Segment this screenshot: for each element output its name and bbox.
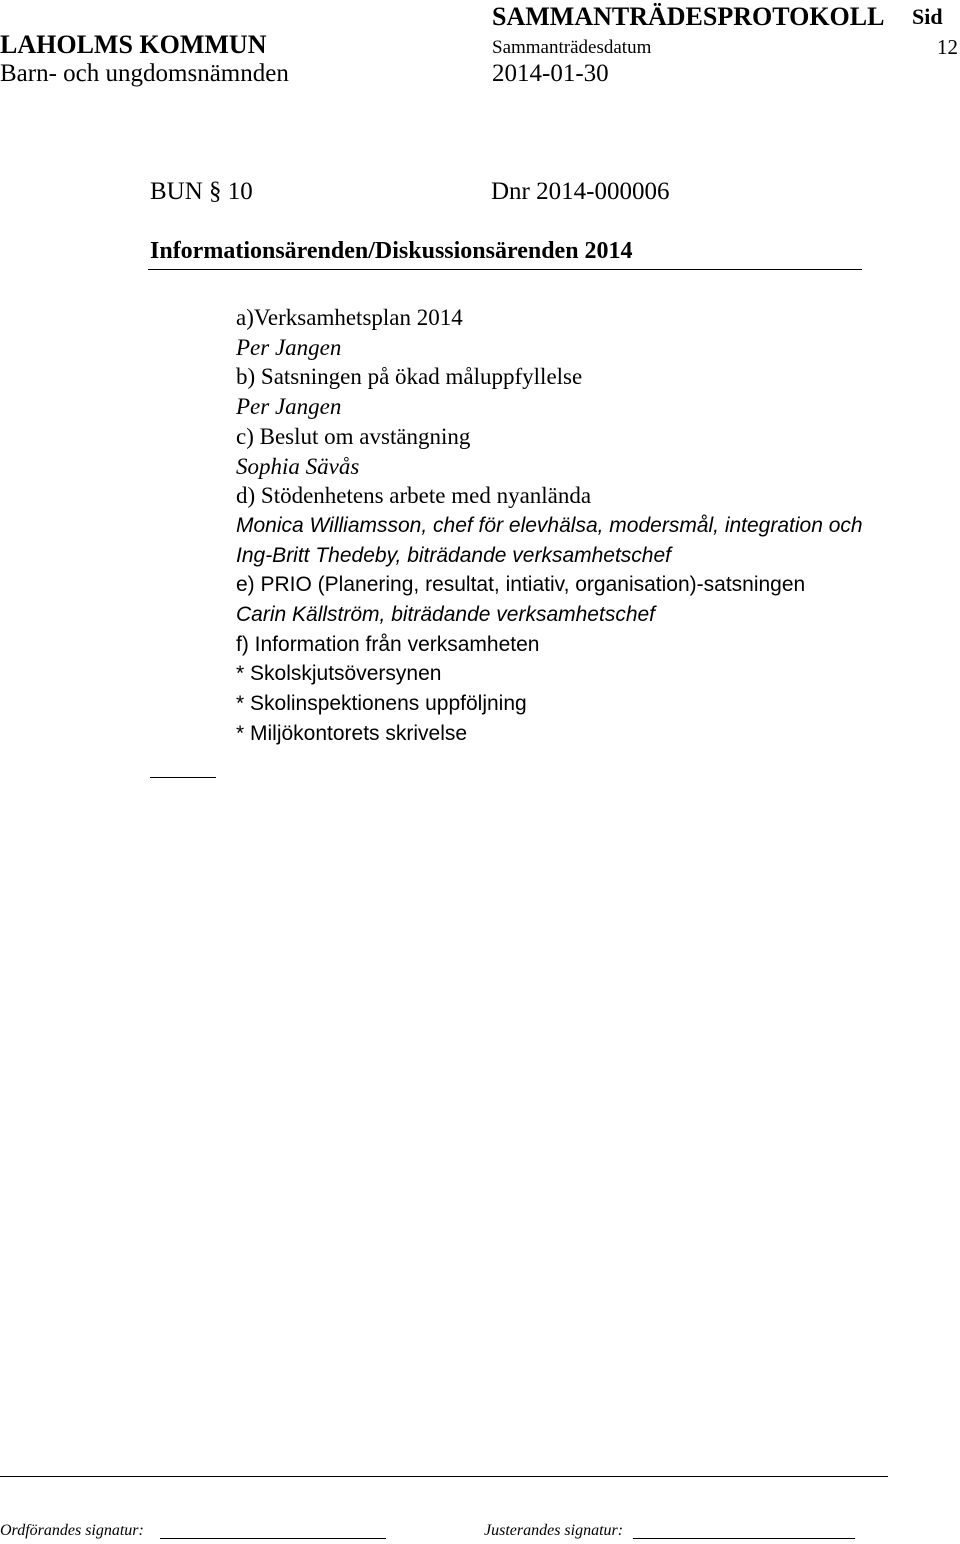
agenda-presenter: Carin Källström, biträdande verksamhetschef [236,603,656,627]
agenda-list [236,303,863,749]
agenda-item: d) Stödenhetens arbete med nyanlända [236,483,592,509]
agenda-presenter: Monica Williamsson, chef för elevhälsa, modersmål, integration och [236,513,863,537]
document-type-heading: SAMMANTRÄDESPROTOKOLL [492,2,885,31]
case-registration-number: Dnr 2014-000006 [491,178,670,205]
agenda-subitem: * Miljökontorets skrivelse [236,721,468,745]
end-of-section-rule [150,777,216,778]
committee-name: Barn- och ungdomsnämnden [0,60,289,87]
agenda-item: e) PRIO (Planering, resultat, intiativ, organisation)-satsningen [236,573,806,597]
municipality-name: LAHOLMS KOMMUN [0,30,267,59]
agenda-item: f) Information från verksamheten [236,632,540,656]
adjuster-signature-label: Justerandes signatur: [484,1522,624,1539]
page-label: Sid [912,4,943,29]
case-title: Informationsärenden/Diskussionsärenden 2014 [150,238,633,264]
section-divider [148,269,862,270]
agenda-presenter: Sophia Sävås [236,453,360,479]
page-number: 12 [937,35,958,59]
agenda-item: c) Beslut om avstängning [236,423,471,449]
chair-signature-label: Ordförandes signatur: [0,1522,144,1539]
agenda-item: a)Verksamhetsplan 2014 [236,305,463,330]
chair-signature-line [160,1538,386,1539]
meeting-date: 2014-01-30 [492,60,609,87]
case-number: BUN § 10 [150,178,253,205]
agenda-subitem: * Skolinspektionens uppföljning [236,692,527,716]
adjuster-signature-line [633,1538,855,1539]
agenda-presenter: Ing-Britt Thedeby, biträdande verksamhetschef [236,543,672,567]
agenda-presenter: Per Jangen [236,334,342,360]
agenda-item: b) Satsningen på ökad måluppfyllelse [236,364,583,390]
agenda-subitem: * Skolskjutsöversynen [236,662,442,686]
meeting-date-label: Sammanträdesdatum [492,37,652,58]
footer-divider [0,1476,888,1477]
agenda-presenter: Per Jangen [236,394,342,420]
